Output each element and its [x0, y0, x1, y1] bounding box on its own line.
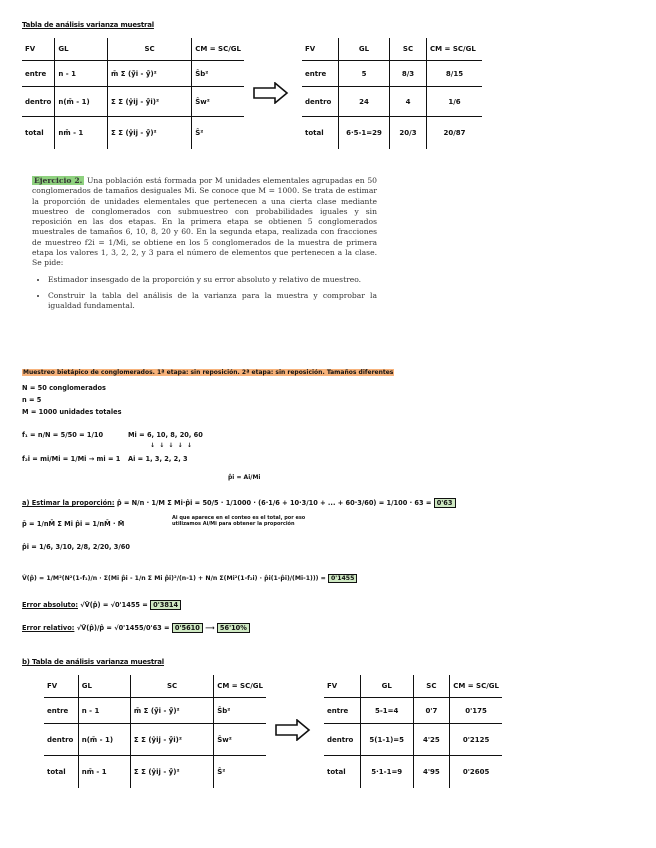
header-cell: GL — [339, 38, 390, 61]
table-cell: n - 1 — [78, 698, 130, 724]
table-cell: Ŝb² — [214, 698, 266, 724]
exercise-bullet-list — [32, 275, 377, 312]
bottom-table-title: b) Tabla de análisis varianza muestral — [22, 658, 165, 666]
table-row — [44, 724, 266, 756]
exercise-body: Una población está formada por M unidades elementales agrupadas en 50 conglomerados de tamaños desiguales Mi. Se conoce que M = 1000. Se trata de estimar la proporción de unidades elementales que pertenecen a una cierta clase mediante muestreo de conglomerados con submuestreo con probabilidades iguales y sin reposición en las dos etapas. En la primera etapa se obtienen 5 conglomerados muestrales de tamaños 6, 10, 8, 20 y 60. En la segunda etapa, realizada con fracciones de muestreo f2i = 1/Mi, se obtiene en los 5 conglomerados de la muestra de primera etapa los valores 1, 3, 2, 2, y 3 para el número de elementos que pertenecen a la clase. Se pide: — [32, 176, 377, 268]
exercise-heading: Ejercicio 2. — [34, 176, 83, 185]
part-a-formula: p̂ = N/n · 1/M Σ Mi·p̂i = 50/5 · 1/1000 · (6·1/6 + 10·3/10 + ... + 60·3/60) = 1/100 · 63 = — [116, 499, 432, 507]
part-a-line — [22, 499, 456, 507]
table-cell: 0'2125 — [450, 724, 502, 756]
table-cell: Σ Σ (ŷij - ȳ̂)² — [130, 756, 213, 788]
part-a-note: Ai que aparece en el conteo es el total, por eso utilizamos Ai/Mi para obtener la proporción — [172, 515, 306, 527]
table-cell: Ŝ² — [192, 117, 244, 149]
table-cell: total — [25, 128, 44, 137]
table-cell: total — [327, 767, 346, 776]
list-item: • Construir la tabla del análisis de la varianza para la muestra y comprobar la igualdad fundamental. — [48, 291, 377, 312]
table-cell: 20/87 — [427, 117, 483, 149]
table-cell: dentro — [324, 724, 360, 756]
table-cell: nm̄ - 1 — [78, 756, 130, 788]
header-cell: FV — [324, 675, 360, 698]
rel-error-label: Error relativo: — [22, 624, 75, 632]
top-value-table — [302, 38, 482, 149]
table-cell: n(m̄ - 1) — [55, 87, 108, 117]
table-cell: 4 — [390, 87, 427, 117]
table-cell: n - 1 — [55, 61, 108, 87]
table-row — [44, 756, 266, 788]
table-row — [22, 61, 244, 87]
exercise-statement — [32, 176, 377, 318]
table-cell: m̄ Σ (ȳ̂i - ȳ̂)² — [130, 698, 213, 724]
header-cell: SC — [130, 675, 213, 698]
given-line: n = 5 — [22, 396, 42, 404]
abs-error-label: Error absoluto: — [22, 601, 78, 609]
right-arrow-icon — [275, 719, 311, 741]
f1-formula: f₁ = n/N = 5/50 = 1/10 — [22, 431, 104, 439]
table-header-row — [22, 38, 244, 61]
table-header-row — [44, 675, 266, 698]
f2-formula: f₂i = mi/Mi = 1/Mi → mi = 1 — [22, 455, 121, 463]
header-cell: CM = SC/GL — [450, 675, 502, 698]
variance-line — [22, 575, 357, 582]
right-arrow-icon — [253, 82, 289, 104]
header-cell: CM = SC/GL — [214, 675, 266, 698]
given-line: N = 50 conglomerados — [22, 384, 106, 392]
table-cell: 5-1=4 — [360, 698, 413, 724]
bottom-value-table — [324, 675, 502, 788]
table-header-row — [302, 38, 482, 61]
table-cell: 6·5-1=29 — [339, 117, 390, 149]
table-cell: 4'25 — [413, 724, 450, 756]
table-row — [324, 724, 502, 756]
abs-error-result: 0'3814 — [150, 600, 181, 610]
header-cell: SC — [413, 675, 450, 698]
table-cell: dentro — [22, 87, 55, 117]
table-cell: Ŝ² — [214, 756, 266, 788]
rel-error-formula: √V̂(p̂)/p̂ = √0'1455/0'63 = — [76, 624, 170, 632]
table-cell: 4'95 — [413, 756, 450, 788]
table-cell: 8/15 — [427, 61, 483, 87]
ai-values: Ai = 1, 3, 2, 2, 3 — [128, 455, 188, 463]
right-arrow-icon: ⟶ — [205, 624, 215, 632]
table-cell: 24 — [339, 87, 390, 117]
header-cell: FV — [44, 675, 78, 698]
table-row — [302, 61, 482, 87]
table-cell: 0'2605 — [450, 756, 502, 788]
top-table-title: Tabla de análisis varianza muestral — [22, 21, 154, 29]
solution-header — [22, 369, 394, 376]
header-cell: GL — [78, 675, 130, 698]
variance-result: 0'1455 — [328, 574, 357, 583]
table-cell: Σ Σ (ŷij - ȳ̂i)² — [130, 724, 213, 756]
table-cell: Ŝw² — [214, 724, 266, 756]
table-row — [324, 756, 502, 788]
part-a-result: 0'63 — [434, 498, 456, 508]
abs-error-line — [22, 601, 181, 609]
table-row — [44, 698, 266, 724]
rel-error-percent: 56'10% — [217, 623, 250, 633]
p-bar-formula: p̄ = 1/nM̄ Σ Mi p̂i = 1/nM̄ · M̂ — [22, 520, 125, 528]
list-item: • Estimador insesgado de la proporción y su error absoluto y relativo de muestreo. — [48, 275, 377, 285]
table-cell: entre — [324, 698, 360, 724]
table-row — [324, 698, 502, 724]
table-cell: 5 — [339, 61, 390, 87]
bottom-formula-table — [44, 675, 266, 788]
p-hat-definition: p̂i = Ai/Mi — [228, 474, 261, 481]
table-row — [22, 117, 244, 149]
solution-header-text: Muestreo bietápico de conglomerados. 1ª etapa: sin reposición. 2ª etapa: sin reposición. Tamaños diferentes — [23, 369, 394, 376]
table-row — [22, 87, 244, 117]
header-cell: CM = SC/GL — [427, 38, 483, 61]
p-list: p̂i = 1/6, 3/10, 2/8, 2/20, 3/60 — [22, 543, 130, 551]
rel-error-line — [22, 624, 250, 632]
table-cell: 0'175 — [450, 698, 502, 724]
table-cell: total — [305, 128, 324, 137]
table-header-row — [324, 675, 502, 698]
header-cell: CM = SC/GL — [192, 38, 244, 61]
table-cell: 1/6 — [427, 87, 483, 117]
header-cell: GL — [55, 38, 108, 61]
table-cell: 0'7 — [413, 698, 450, 724]
down-arrows: ↓ ↓ ↓ ↓ ↓ — [150, 442, 192, 449]
table-cell: 5·1-1=9 — [360, 756, 413, 788]
mi-values: Mi = 6, 10, 8, 20, 60 — [128, 431, 203, 439]
table-cell: dentro — [302, 87, 339, 117]
table-cell: entre — [44, 698, 78, 724]
table-cell: 8/3 — [390, 61, 427, 87]
part-a-label: a) Estimar la proporción: — [22, 499, 115, 507]
table-cell: n(m̄ - 1) — [78, 724, 130, 756]
header-cell: SC — [108, 38, 192, 61]
table-cell: entre — [302, 61, 339, 87]
table-cell: nm̄ - 1 — [55, 117, 108, 149]
header-cell: FV — [22, 38, 55, 61]
variance-formula: V̂(p̂) = 1/M²(N²(1-f₁)/n · Σ(Mi p̂i - 1/n Σ Mi p̂i)²/(n-1) + N/n Σ(Mi²(1-f₂i) · p̂i(1-p̂i)/(Mi-1))) = — [22, 575, 326, 582]
table-cell: total — [47, 767, 66, 776]
table-row — [302, 117, 482, 149]
table-cell: Ŝb² — [192, 61, 244, 87]
table-cell: Σ Σ (ŷij - ȳ̂i)² — [108, 87, 192, 117]
table-cell: Σ Σ (ŷij - ȳ̂)² — [108, 117, 192, 149]
rel-error-result: 0'5610 — [172, 623, 203, 633]
table-cell: 20/3 — [390, 117, 427, 149]
table-cell: dentro — [44, 724, 78, 756]
table-cell: Ŝw² — [192, 87, 244, 117]
top-formula-table — [22, 38, 244, 149]
table-row — [302, 87, 482, 117]
table-cell: entre — [22, 61, 55, 87]
abs-error-formula: √V̂(p̂) = √0'1455 = — [80, 601, 148, 609]
table-cell: 5(1-1)=5 — [360, 724, 413, 756]
given-line: M = 1000 unidades totales — [22, 408, 122, 416]
header-cell: GL — [360, 675, 413, 698]
table-cell: m̄ Σ (ȳ̂i - ȳ̂)² — [108, 61, 192, 87]
header-cell: FV — [302, 38, 339, 61]
header-cell: SC — [390, 38, 427, 61]
